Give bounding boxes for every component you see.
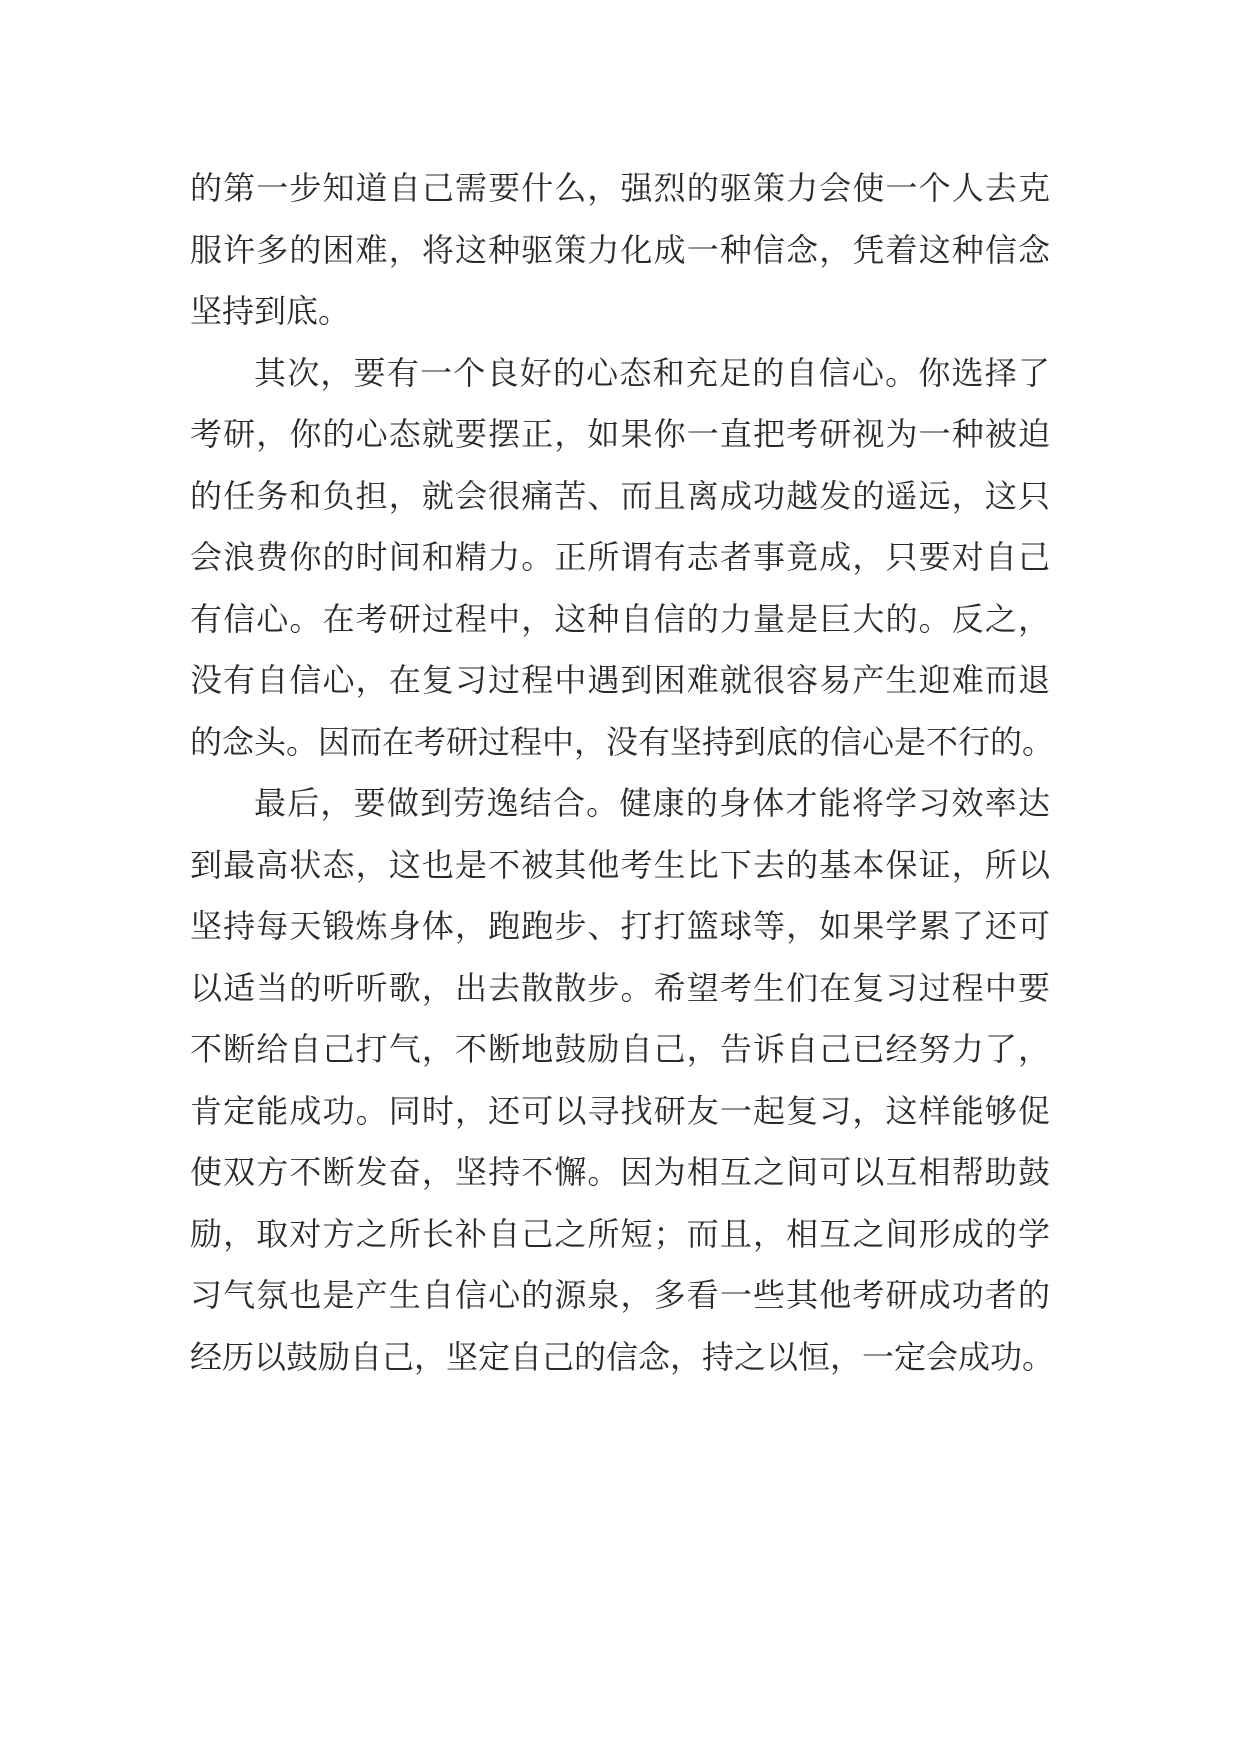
text-line: 使双方不断发奋，坚持不懈。因为相互之间可以互相帮助鼓 [190, 1153, 1050, 1191]
text-line: 其次，要有一个良好的心态和充足的自信心。你选择了 [254, 353, 1050, 392]
text-line: 不断给自己打气，不断地鼓励自己，告诉自己已经努力了， [190, 1030, 1050, 1068]
text-line: 的念头。因而在考研过程中，没有坚持到底的信心是不行的。 [190, 722, 1055, 761]
text-line: 的第一步知道自己需要什么，强烈的驱策力会使一个人去克 [190, 169, 1050, 207]
text-line: 习气氛也是产生自信心的源泉，多看一些其他考研成功者的 [190, 1276, 1050, 1314]
text-line: 会浪费你的时间和精力。正所谓有志者事竟成，只要对自己 [190, 538, 1050, 576]
text-line: 坚持每天锻炼身体，跑跑步、打打篮球等，如果学累了还可 [190, 907, 1050, 945]
text-line: 考研，你的心态就要摆正，如果你一直把考研视为一种被迫 [190, 415, 1050, 453]
text-line: 坚持到底。 [190, 292, 351, 330]
text-line: 经历以鼓励自己，坚定自己的信念，持之以恒，一定会成功。 [190, 1337, 1055, 1376]
text-line: 服许多的困难，将这种驱策力化成一种信念，凭着这种信念 [190, 230, 1050, 269]
text-line: 励，取对方之所长补自己之所短；而且，相互之间形成的学 [190, 1214, 1050, 1253]
text-line: 最后，要做到劳逸结合。健康的身体才能将学习效率达 [254, 784, 1050, 822]
text-line: 没有自信心，在复习过程中遇到困难就很容易产生迎难而退 [190, 661, 1050, 699]
text-line: 的任务和负担，就会很痛苦、而且离成功越发的遥远，这只 [190, 476, 1050, 515]
text-line: 肯定能成功。同时，还可以寻找研友一起复习，这样能够促 [190, 1091, 1050, 1130]
text-line: 有信心。在考研过程中，这种自信的力量是巨大的。反之， [190, 599, 1050, 638]
text-line: 以适当的听听歌，出去散散步。希望考生们在复习过程中要 [190, 968, 1050, 1007]
text-line: 到最高状态，这也是不被其他考生比下去的基本保证，所以 [190, 845, 1050, 884]
body-text [190, 158, 1055, 1388]
